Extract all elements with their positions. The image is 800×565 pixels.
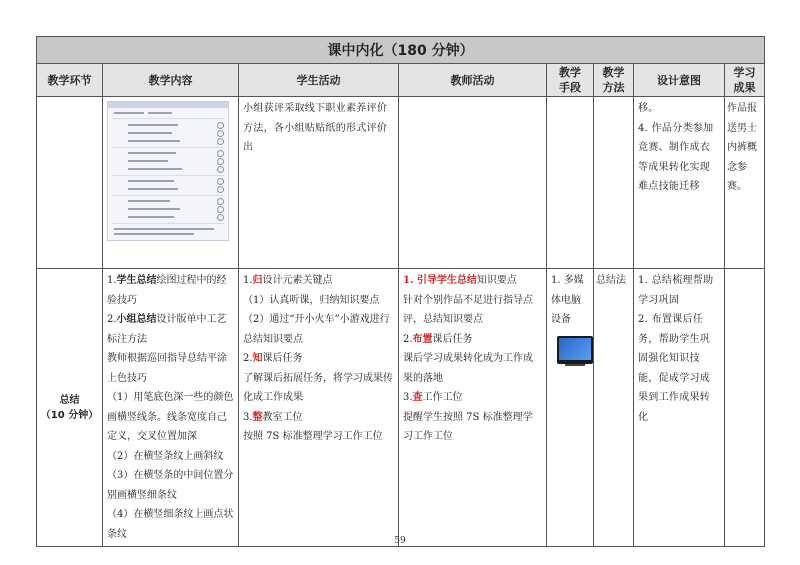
header-design-intent: 设计意图 — [634, 64, 725, 97]
header-content: 教学内容 — [103, 64, 239, 97]
teacher-item: 3.查工作工位 — [403, 392, 463, 403]
student-item: （1）认真听课，归纳知识要点 — [243, 294, 380, 306]
teacher-item: 课后学习成果转化成为工作成果的落地 — [403, 353, 533, 384]
design-intent-item: 2. 布置课后任务，帮助学生巩固强化知识技能，促成学习成果到工作成果转化 — [638, 314, 711, 423]
teacher-item: 针对个别作品不足进行指导点评，总结知识要点 — [403, 294, 533, 325]
means-cell — [547, 269, 594, 547]
teacher-activity-cell — [399, 269, 547, 547]
monitor-icon — [557, 336, 593, 364]
table-row — [37, 269, 765, 547]
student-item: 1.归设计元素关键点 — [243, 275, 333, 286]
content-cell — [103, 269, 239, 547]
student-activity-text: 小组获评采取线下职业素养评价方法，各小组贴贴纸的形式评价出 — [243, 103, 388, 153]
learning-result-cell-empty — [725, 269, 765, 547]
method-cell — [594, 269, 634, 547]
header-teacher-activity: 教师活动 — [399, 64, 547, 97]
header-stage: 教学环节 — [37, 64, 103, 97]
means-cell-empty — [547, 97, 594, 269]
design-intent-line: 移。 — [638, 103, 659, 114]
page-number: 59 — [394, 536, 406, 546]
table-title: 课中内化（180 分钟） — [37, 37, 765, 64]
design-intent-cell — [634, 97, 725, 269]
student-item: （2）通过“开小火车”小游戏进行总结知识要点 — [243, 314, 390, 345]
student-activity-cell — [239, 269, 399, 547]
stage-time: （10 分钟） — [40, 409, 99, 421]
teacher-item: 提醒学生按照 7S 标准整理学习工作工位 — [403, 411, 533, 442]
stage-cell — [37, 269, 103, 547]
stage-name: 总结 — [59, 394, 80, 406]
learning-result-cell — [725, 97, 765, 269]
teacher-activity-cell-empty — [399, 97, 547, 269]
means-text: 1. 多媒体电脑设备 — [551, 275, 584, 325]
content-item: 教师根据巡回指导总结平涂上色技巧 — [107, 353, 227, 384]
student-item: 2.知课后任务 — [243, 353, 303, 364]
design-intent-line: 4. 作品分类参加竞赛、制作成衣等成果转化实现难点技能迁移 — [638, 122, 714, 192]
evaluation-form-thumbnail — [107, 101, 229, 241]
design-intent-cell — [634, 269, 725, 547]
content-item: （3）在横竖条的中间位置分别画横竖细条纹 — [107, 470, 234, 501]
header-teaching-method: 教学 方法 — [594, 64, 634, 97]
content-image-cell — [103, 97, 239, 269]
content-item: （2）在横竖条纹上画斜纹 — [107, 450, 224, 462]
method-cell-empty — [594, 97, 634, 269]
content-item: 1.学生总结绘图过程中的经验技巧 — [107, 275, 227, 306]
teacher-item: 1. 引导学生总结知识要点 — [403, 275, 517, 286]
teacher-item: 2.布置课后任务 — [403, 333, 473, 345]
student-activity-cell — [239, 97, 399, 269]
student-item: 了解课后拓展任务，将学习成果传化成工作成果 — [243, 372, 393, 403]
header-student-activity: 学生活动 — [239, 64, 399, 97]
method-text: 总结法 — [596, 275, 626, 286]
content-item: （1）用笔底色深一些的颜色画横竖线条。线条宽度自己定义，交叉位置加深 — [107, 392, 234, 442]
learning-result-text: 作品报送男士内裤概念参赛。 — [727, 103, 757, 192]
table-row — [37, 97, 765, 269]
content-item: （4）在横竖细条纹上画点状条纹 — [107, 509, 234, 540]
content-item: 2.小组总结设计版单中工艺标注方法 — [107, 314, 227, 345]
lesson-plan-table — [36, 36, 765, 547]
design-intent-item: 1. 总结梳理帮助学习巩固 — [638, 275, 714, 306]
header-teaching-means: 教学 手段 — [547, 64, 594, 97]
student-item: 按照 7S 标准整理学习工作工位 — [243, 431, 383, 442]
student-item: 3.整教室工位 — [243, 411, 303, 423]
stage-cell-empty — [37, 97, 103, 269]
header-learning-result: 学习 成果 — [725, 64, 765, 97]
